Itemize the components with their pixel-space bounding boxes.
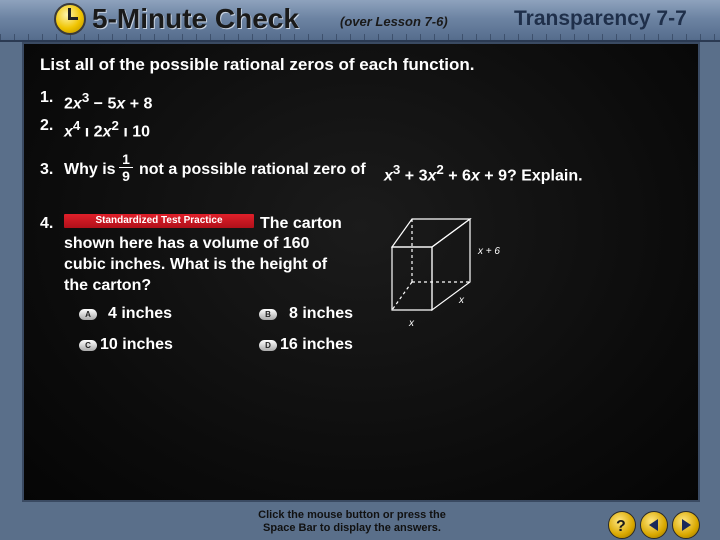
q3-text-before: Why is (64, 161, 116, 178)
q3-expression: $x^3 + 3x^2 + 6x + 9$? Explain. (384, 162, 583, 185)
next-slide-button[interactable] (672, 511, 700, 539)
q3-number: 3. (40, 161, 54, 178)
header-title: 5-Minute Check (92, 3, 299, 34)
option-d-text[interactable]: 16 inches (280, 336, 353, 353)
carton-figure (382, 212, 512, 337)
q3-fraction (119, 152, 133, 183)
carton-box-drawing (382, 212, 512, 332)
clock-icon (54, 3, 86, 35)
q3-fraction-denominator: 9 (122, 168, 130, 184)
q4-line2: shown here has a volume of 160 (64, 235, 310, 252)
header-subtitle: (over Lesson 7-6) (340, 14, 448, 29)
option-a-marker[interactable]: A (79, 309, 97, 320)
triangle-left-icon (646, 517, 662, 533)
q2-number: 2. (40, 117, 54, 134)
slide-header (0, 0, 720, 42)
svg-text:?: ? (616, 518, 626, 533)
footer-instruction (232, 509, 472, 535)
q4-number: 4. (40, 215, 54, 232)
option-c-text[interactable]: 10 inches (100, 336, 173, 353)
footer-line1: Click the mouse button or press the (258, 509, 446, 521)
previous-slide-button[interactable] (640, 511, 668, 539)
question-intro: List all of the possible rational zeros of each function. (40, 55, 475, 74)
q2-expression: $x^4$ ı $2x^2$ ı 10 (64, 118, 151, 141)
option-b-text[interactable]: 8 inches (289, 305, 354, 322)
option-c-marker[interactable]: C (79, 340, 97, 351)
option-a-text[interactable]: 4 inches (108, 305, 173, 322)
q4-line3: cubic inches. What is the height of (64, 256, 328, 273)
width-label: x (409, 318, 414, 329)
option-d-marker[interactable]: D (259, 340, 277, 351)
standardized-test-badge: Standardized Test Practice (64, 214, 254, 228)
height-label: x + 6 (478, 246, 500, 257)
transparency-label: Transparency 7-7 (514, 7, 687, 30)
help-button[interactable] (608, 511, 636, 539)
question-icon (615, 517, 629, 533)
triangle-right-icon (678, 517, 694, 533)
footer-line2: Space Bar to display the answers. (263, 522, 441, 534)
chalkboard-content (22, 42, 700, 502)
q3-fraction-numerator: 1 (122, 151, 130, 167)
q1-expression: $2x^3 - 5x + 8$ (64, 90, 153, 113)
q1-number: 1. (40, 89, 54, 106)
depth-label: x (459, 295, 464, 306)
q4-line1: The carton (260, 215, 342, 232)
q4-line4: the carton? (64, 277, 152, 294)
q3-text-after: not a possible rational zero of (139, 161, 366, 178)
option-b-marker[interactable]: B (259, 309, 277, 320)
